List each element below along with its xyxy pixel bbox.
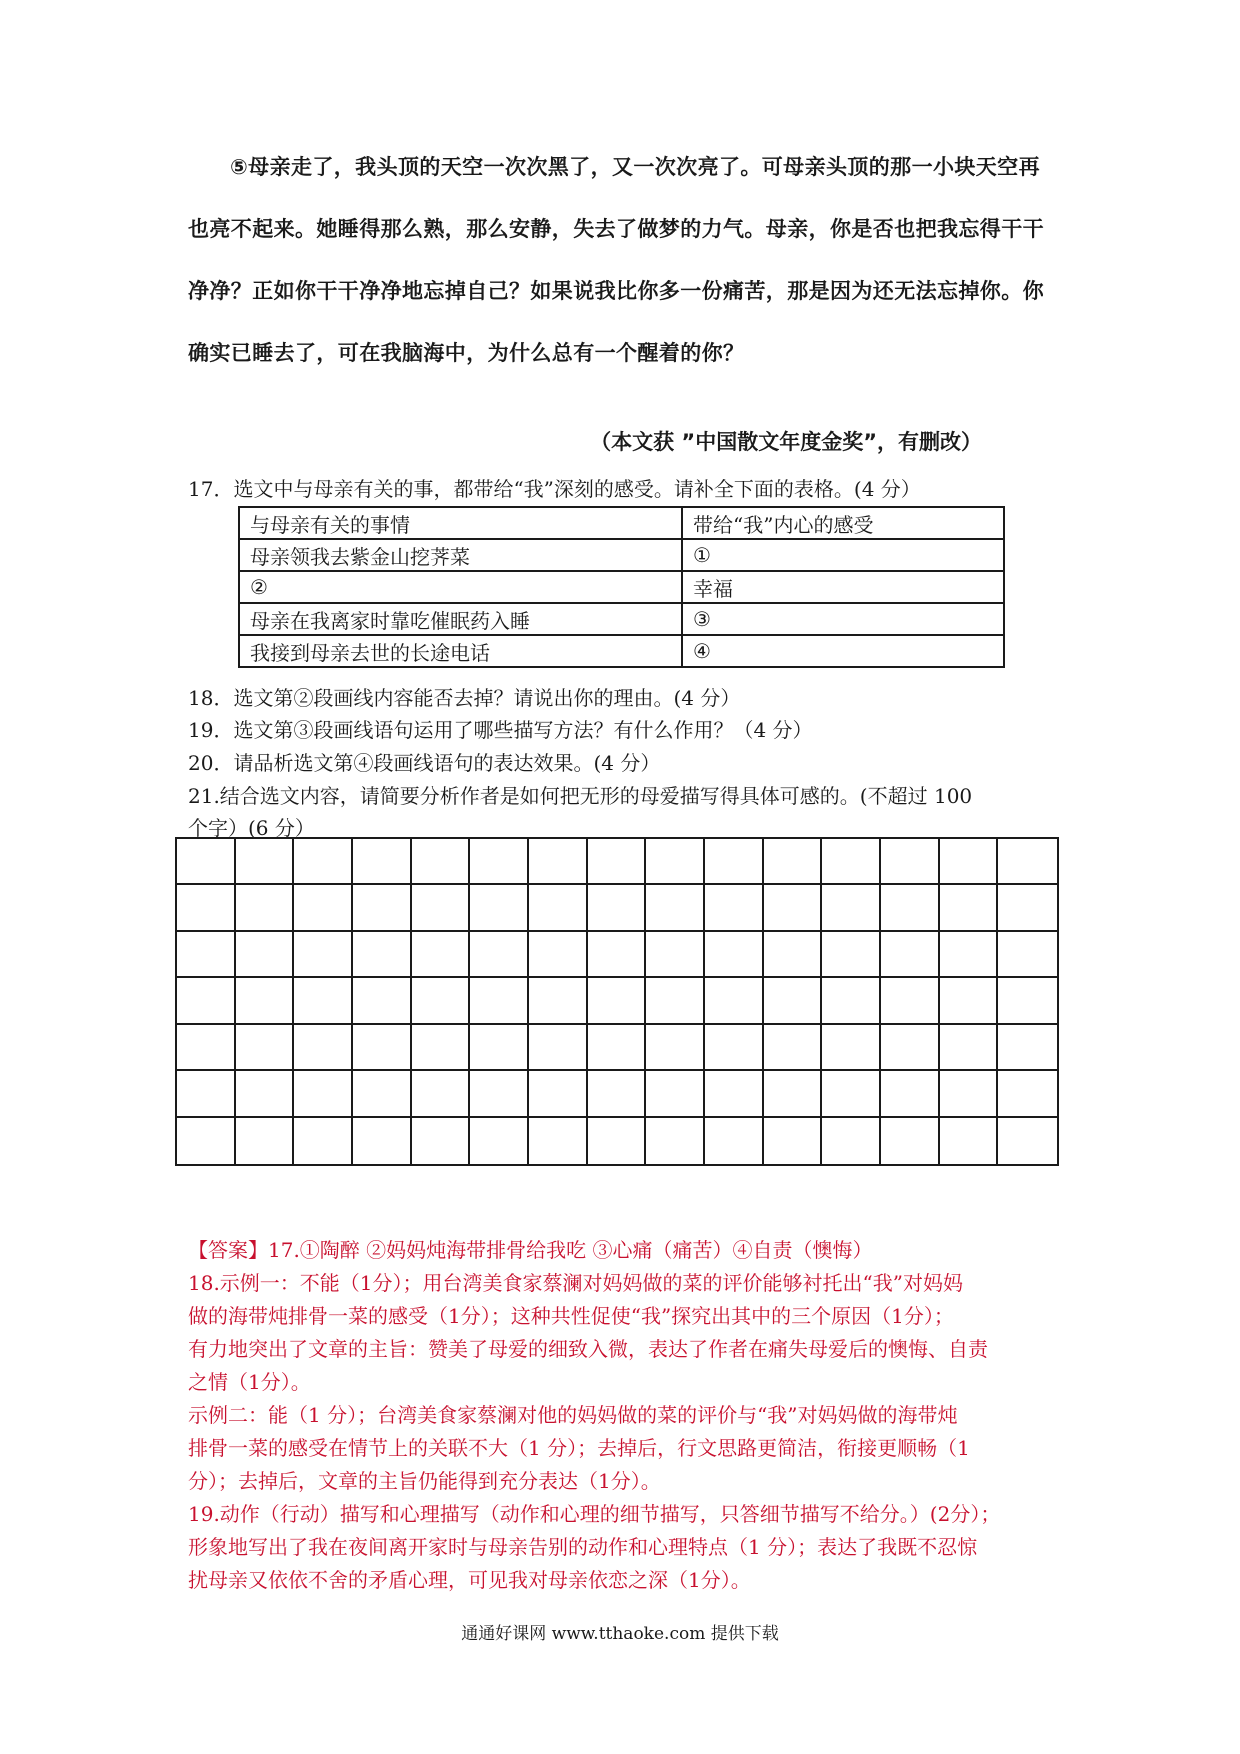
grid-cell[interactable]	[881, 1118, 940, 1164]
grid-cell[interactable]	[822, 1025, 881, 1071]
grid-cell[interactable]	[588, 932, 647, 978]
feelings-table	[238, 506, 1005, 668]
grid-cell[interactable]	[940, 885, 999, 931]
grid-cell[interactable]	[998, 1118, 1057, 1164]
answer-line: 做的海带炖排骨一菜的感受（1分）；这种共性促使“我”探究出其中的三个原因（1分）；	[188, 1304, 954, 1328]
grid-cell[interactable]	[881, 839, 940, 885]
grid-cell[interactable]	[353, 839, 412, 885]
grid-cell[interactable]	[940, 1025, 999, 1071]
answer-line: 19.动作（行动）描写和心理描写（动作和心理的细节描写，只答细节描写不给分。）(2分）；	[188, 1502, 1001, 1526]
table-cell: 幸福	[682, 571, 1004, 603]
answer-line: 排骨一菜的感受在情节上的关联不大（1 分）；去掉后，行文思路更简洁，衔接更顺畅（1	[188, 1436, 970, 1460]
question-21: 21.结合选文内容，请简要分析作者是如何把无形的母爱描写得具体可感的。(不超过 100	[188, 784, 973, 808]
grid-cell[interactable]	[646, 1118, 705, 1164]
grid-cell[interactable]	[646, 1071, 705, 1117]
answer-line: 之情（1分）。	[188, 1370, 311, 1394]
table-cell: ③	[682, 603, 1004, 635]
table-header-cell: 带给“我”内心的感受	[682, 507, 1004, 539]
table-row	[239, 571, 1004, 603]
grid-cell[interactable]	[881, 1025, 940, 1071]
table-cell: ②	[239, 571, 682, 603]
table-header-cell: 与母亲有关的事情	[239, 507, 682, 539]
grid-cell[interactable]	[764, 978, 823, 1024]
table-cell: ④	[682, 635, 1004, 667]
question-17: 17．选文中与母亲有关的事，都带给“我”深刻的感受。请补全下面的表格。(4 分）	[188, 477, 921, 501]
grid-cell[interactable]	[822, 885, 881, 931]
grid-cell[interactable]	[412, 932, 471, 978]
grid-cell[interactable]	[764, 932, 823, 978]
grid-cell[interactable]	[412, 978, 471, 1024]
table-cell: 母亲在我离家时靠吃催眠药入睡	[239, 603, 682, 635]
grid-cell[interactable]	[998, 885, 1057, 931]
grid-cell[interactable]	[294, 839, 353, 885]
grid-cell[interactable]	[646, 978, 705, 1024]
grid-cell[interactable]	[998, 1071, 1057, 1117]
grid-cell[interactable]	[705, 978, 764, 1024]
grid-cell[interactable]	[940, 978, 999, 1024]
grid-cell[interactable]	[177, 885, 236, 931]
passage-paragraph	[188, 136, 1054, 384]
grid-cell[interactable]	[529, 1118, 588, 1164]
table-header-row	[239, 507, 1004, 539]
grid-cell[interactable]	[822, 1118, 881, 1164]
question-20: 20．请品析选文第④段画线语句的表达效果。(4 分）	[188, 751, 661, 775]
grid-cell[interactable]	[236, 978, 295, 1024]
passage-line: ⑤母亲走了，我头顶的天空一次次黑了，又一次次亮了。可母亲头顶的那一小块天空再	[230, 155, 1040, 179]
grid-cell[interactable]	[764, 1025, 823, 1071]
grid-cell[interactable]	[177, 1118, 236, 1164]
grid-cell[interactable]	[764, 1118, 823, 1164]
grid-cell[interactable]	[412, 1118, 471, 1164]
question-18: 18．选文第②段画线内容能否去掉？请说出你的理由。(4 分）	[188, 686, 741, 710]
grid-cell[interactable]	[588, 885, 647, 931]
grid-cell[interactable]	[705, 1118, 764, 1164]
table-cell: 我接到母亲去世的长途电话	[239, 635, 682, 667]
grid-cell[interactable]	[764, 839, 823, 885]
grid-cell[interactable]	[588, 978, 647, 1024]
grid-cell[interactable]	[353, 978, 412, 1024]
grid-cell[interactable]	[705, 1071, 764, 1117]
question-19: 19．选文第③段画线语句运用了哪些描写方法？有什么作用？（4 分）	[188, 718, 813, 742]
table-row	[239, 539, 1004, 571]
answer-line: 有力地突出了文章的主旨：赞美了母爱的细致入微，表达了作者在痛失母爱后的懊悔、自责	[188, 1337, 988, 1361]
grid-cell[interactable]	[412, 839, 471, 885]
grid-cell[interactable]	[529, 1025, 588, 1071]
grid-cell[interactable]	[412, 885, 471, 931]
grid-cell[interactable]	[353, 1025, 412, 1071]
passage-line: 净净？正如你干干净净地忘掉自己？如果说我比你多一份痛苦，那是因为还无法忘掉你。你	[188, 279, 1044, 303]
grid-cell[interactable]	[822, 839, 881, 885]
grid-cell[interactable]	[353, 1071, 412, 1117]
grid-cell[interactable]	[940, 839, 999, 885]
grid-cell[interactable]	[998, 839, 1057, 885]
grid-cell[interactable]	[294, 1118, 353, 1164]
grid-cell[interactable]	[470, 1071, 529, 1117]
grid-cell[interactable]	[588, 1118, 647, 1164]
grid-cell[interactable]	[294, 885, 353, 931]
grid-cell[interactable]	[705, 885, 764, 931]
grid-cell[interactable]	[529, 932, 588, 978]
passage-source-note: （本文获 ”中国散文年度金奖”，有删改）	[590, 430, 982, 454]
grid-cell[interactable]	[588, 839, 647, 885]
grid-cell[interactable]	[822, 932, 881, 978]
grid-cell[interactable]	[940, 1071, 999, 1117]
grid-cell[interactable]	[998, 932, 1057, 978]
passage-line: 也亮不起来。她睡得那么熟，那么安静，失去了做梦的力气。母亲，你是否也把我忘得干干	[188, 217, 1044, 241]
grid-cell[interactable]	[588, 1071, 647, 1117]
grid-cell[interactable]	[822, 1071, 881, 1117]
grid-cell[interactable]	[236, 1118, 295, 1164]
grid-cell[interactable]	[353, 1118, 412, 1164]
answer-line: 形象地写出了我在夜间离开家时与母亲告别的动作和心理特点（1 分）；表达了我既不忍惊	[188, 1535, 978, 1559]
grid-cell[interactable]	[412, 1071, 471, 1117]
grid-cell[interactable]	[236, 885, 295, 931]
grid-cell[interactable]	[881, 1071, 940, 1117]
grid-cell[interactable]	[470, 978, 529, 1024]
grid-cell[interactable]	[177, 839, 236, 885]
grid-cell[interactable]	[529, 1071, 588, 1117]
grid-cell[interactable]	[529, 839, 588, 885]
grid-cell[interactable]	[412, 1025, 471, 1071]
grid-cell[interactable]	[881, 885, 940, 931]
grid-cell[interactable]	[646, 839, 705, 885]
answer-writing-grid[interactable]	[175, 837, 1059, 1166]
table-cell: ①	[682, 539, 1004, 571]
page-footer: 通通好课网 www.tthaoke.com 提供下载	[461, 1624, 779, 1644]
grid-cell[interactable]	[529, 885, 588, 931]
answer-line: 【答案】17.①陶醉 ②妈妈炖海带排骨给我吃 ③心痛（痛苦）④自责（懊悔）	[188, 1238, 873, 1262]
grid-cell[interactable]	[646, 885, 705, 931]
grid-cell[interactable]	[470, 932, 529, 978]
grid-cell[interactable]	[705, 1025, 764, 1071]
question-21-continued: 个字）(6 分）	[188, 816, 315, 840]
grid-cell[interactable]	[353, 932, 412, 978]
grid-cell[interactable]	[177, 932, 236, 978]
grid-cell[interactable]	[470, 1025, 529, 1071]
answer-section	[188, 1234, 1058, 1597]
grid-cell[interactable]	[177, 978, 236, 1024]
grid-cell[interactable]	[646, 1025, 705, 1071]
grid-cell[interactable]	[940, 932, 999, 978]
table-cell: 母亲领我去紫金山挖荠菜	[239, 539, 682, 571]
grid-cell[interactable]	[646, 932, 705, 978]
grid-cell[interactable]	[705, 839, 764, 885]
grid-cell[interactable]	[470, 885, 529, 931]
answer-line: 扰母亲又依依不舍的矛盾心理，可见我对母亲依恋之深（1分）。	[188, 1568, 751, 1592]
grid-cell[interactable]	[294, 1071, 353, 1117]
grid-cell[interactable]	[764, 1071, 823, 1117]
grid-cell[interactable]	[998, 978, 1057, 1024]
grid-cell[interactable]	[588, 1025, 647, 1071]
grid-cell[interactable]	[294, 1025, 353, 1071]
grid-cell[interactable]	[881, 932, 940, 978]
grid-cell[interactable]	[764, 885, 823, 931]
grid-cell[interactable]	[294, 978, 353, 1024]
answer-line: 示例二：能（1 分）；台湾美食家蔡澜对他的妈妈做的菜的评价与“我”对妈妈做的海带炖	[188, 1403, 958, 1427]
grid-cell[interactable]	[529, 978, 588, 1024]
grid-cell[interactable]	[822, 978, 881, 1024]
grid-cell[interactable]	[236, 1025, 295, 1071]
grid-cell[interactable]	[294, 932, 353, 978]
grid-cell[interactable]	[177, 1071, 236, 1117]
answer-line: 18.示例一：不能（1分）；用台湾美食家蔡澜对妈妈做的菜的评价能够衬托出“我”对妈妈	[188, 1271, 963, 1295]
grid-cell[interactable]	[470, 839, 529, 885]
grid-cell[interactable]	[705, 932, 764, 978]
grid-cell[interactable]	[998, 1025, 1057, 1071]
grid-cell[interactable]	[940, 1118, 999, 1164]
table-row	[239, 603, 1004, 635]
grid-cell[interactable]	[881, 978, 940, 1024]
grid-cell[interactable]	[470, 1118, 529, 1164]
table-row	[239, 635, 1004, 667]
passage-line: 确实已睡去了，可在我脑海中，为什么总有一个醒着的你？	[188, 341, 745, 365]
grid-cell[interactable]	[236, 932, 295, 978]
answer-line: 分）；去掉后，文章的主旨仍能得到充分表达（1分）。	[188, 1469, 661, 1493]
grid-cell[interactable]	[236, 839, 295, 885]
grid-cell[interactable]	[177, 1025, 236, 1071]
grid-cell[interactable]	[353, 885, 412, 931]
grid-cell[interactable]	[236, 1071, 295, 1117]
